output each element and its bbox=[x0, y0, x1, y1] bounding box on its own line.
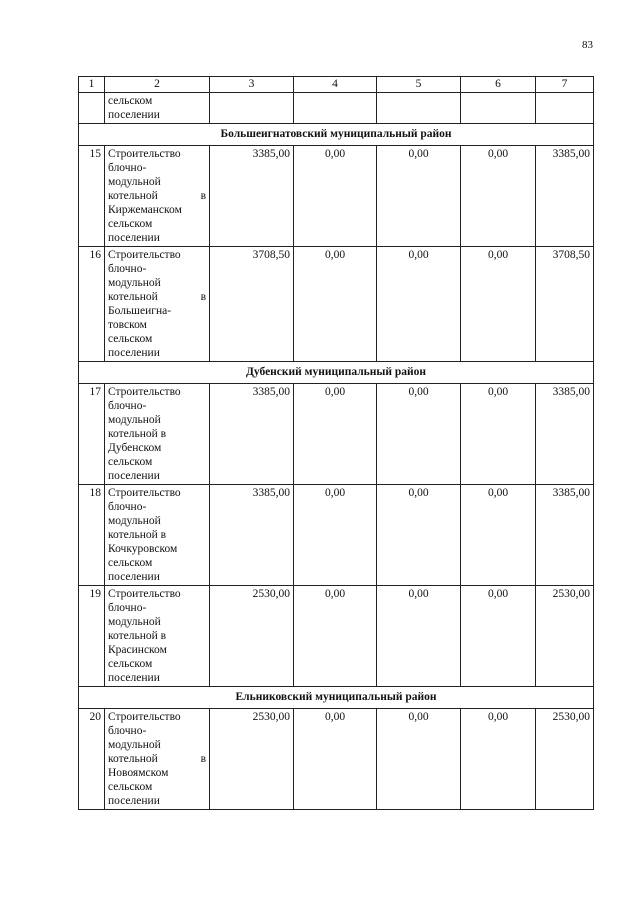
description-word: котельной bbox=[108, 190, 158, 202]
description-line: сельском bbox=[108, 218, 153, 230]
description-line: Дубенском bbox=[108, 442, 162, 454]
description-cell bbox=[105, 247, 210, 362]
description-line bbox=[108, 752, 206, 766]
column-header: 2 bbox=[105, 77, 210, 93]
column-header: 4 bbox=[294, 77, 377, 93]
value-cell-c3: 2530,00 bbox=[210, 709, 294, 810]
description-line: модульной bbox=[108, 277, 161, 289]
continuation-row bbox=[79, 93, 594, 124]
value-cell-c5: 0,00 bbox=[377, 247, 461, 362]
description-cell bbox=[105, 146, 210, 247]
column-header: 3 bbox=[210, 77, 294, 93]
description-line: модульной bbox=[108, 616, 161, 628]
row-number-cell: 20 bbox=[79, 709, 105, 810]
value-cell-c3: 2530,00 bbox=[210, 586, 294, 687]
description-word: котельной bbox=[108, 753, 158, 765]
description-line: сельском bbox=[108, 456, 153, 468]
district-row bbox=[79, 124, 594, 146]
description-line: товском bbox=[108, 319, 147, 331]
budget-table bbox=[78, 76, 594, 810]
row-number-cell: 16 bbox=[79, 247, 105, 362]
value-cell-c4: 0,00 bbox=[294, 485, 377, 586]
description-line: Строительство bbox=[108, 386, 181, 398]
description-line: сельском bbox=[108, 333, 153, 345]
value-cell-c4: 0,00 bbox=[294, 709, 377, 810]
value-cell-c5: 0,00 bbox=[377, 384, 461, 485]
value-cell-c6: 0,00 bbox=[461, 485, 536, 586]
description-line: поселении bbox=[108, 347, 160, 359]
value-cell-c7: 3385,00 bbox=[536, 146, 594, 247]
description-line: сельском bbox=[108, 781, 153, 793]
empty-cell bbox=[294, 93, 377, 124]
table-row bbox=[79, 384, 594, 485]
description-line: Строительство bbox=[108, 249, 181, 261]
column-header: 5 bbox=[377, 77, 461, 93]
empty-cell bbox=[536, 93, 594, 124]
table-body bbox=[79, 77, 594, 810]
empty-cell bbox=[210, 93, 294, 124]
value-cell-c4: 0,00 bbox=[294, 146, 377, 247]
empty-cell bbox=[377, 93, 461, 124]
description-line: Новоямском bbox=[108, 767, 169, 779]
value-cell-c7: 3708,50 bbox=[536, 247, 594, 362]
description-line bbox=[108, 290, 206, 304]
description-line: Строительство bbox=[108, 487, 181, 499]
description-word: в bbox=[200, 190, 206, 202]
description-line: блочно- bbox=[108, 400, 147, 412]
value-cell-c7: 2530,00 bbox=[536, 709, 594, 810]
description-line: котельной в bbox=[108, 428, 167, 440]
value-cell-c4: 0,00 bbox=[294, 586, 377, 687]
value-cell-c6: 0,00 bbox=[461, 146, 536, 247]
value-cell-c5: 0,00 bbox=[377, 586, 461, 687]
value-cell-c3: 3708,50 bbox=[210, 247, 294, 362]
column-header-row bbox=[79, 77, 594, 93]
column-header: 7 bbox=[536, 77, 594, 93]
value-cell-c3: 3385,00 bbox=[210, 384, 294, 485]
district-row bbox=[79, 687, 594, 709]
row-number-cell: 17 bbox=[79, 384, 105, 485]
column-header: 1 bbox=[79, 77, 105, 93]
description-cell bbox=[105, 93, 210, 124]
description-line: модульной bbox=[108, 739, 161, 751]
row-number-cell: 18 bbox=[79, 485, 105, 586]
value-cell-c6: 0,00 bbox=[461, 709, 536, 810]
description-line: поселении bbox=[108, 109, 160, 121]
description-line: модульной bbox=[108, 176, 161, 188]
description-word: котельной bbox=[108, 291, 158, 303]
description-word: в bbox=[200, 291, 206, 303]
description-line bbox=[108, 189, 206, 203]
description-line: Строительство bbox=[108, 148, 181, 160]
table-row bbox=[79, 485, 594, 586]
value-cell-c3: 3385,00 bbox=[210, 485, 294, 586]
empty-cell bbox=[79, 93, 105, 124]
description-line: блочно- bbox=[108, 725, 147, 737]
table-row bbox=[79, 146, 594, 247]
value-cell-c7: 3385,00 bbox=[536, 485, 594, 586]
value-cell-c5: 0,00 bbox=[377, 709, 461, 810]
description-line: Красинском bbox=[108, 644, 167, 656]
description-line: Кочкуровском bbox=[108, 543, 178, 555]
description-line: Строительство bbox=[108, 711, 181, 723]
description-word: в bbox=[200, 753, 206, 765]
district-row bbox=[79, 362, 594, 384]
description-line: сельском bbox=[108, 557, 153, 569]
empty-cell bbox=[461, 93, 536, 124]
description-line: блочно- bbox=[108, 501, 147, 513]
row-number-cell: 19 bbox=[79, 586, 105, 687]
value-cell-c5: 0,00 bbox=[377, 485, 461, 586]
value-cell-c7: 3385,00 bbox=[536, 384, 594, 485]
description-line: сельском bbox=[108, 658, 153, 670]
row-number-cell: 15 bbox=[79, 146, 105, 247]
column-header: 6 bbox=[461, 77, 536, 93]
description-line: поселении bbox=[108, 470, 160, 482]
description-cell bbox=[105, 586, 210, 687]
value-cell-c6: 0,00 bbox=[461, 384, 536, 485]
district-name: Ельниковский муниципальный район bbox=[79, 687, 594, 709]
description-line: поселении bbox=[108, 795, 160, 807]
description-line: блочно- bbox=[108, 263, 147, 275]
value-cell-c4: 0,00 bbox=[294, 247, 377, 362]
value-cell-c6: 0,00 bbox=[461, 247, 536, 362]
page-number: 83 bbox=[582, 39, 593, 51]
description-line: поселении bbox=[108, 232, 160, 244]
description-line: Большеигна- bbox=[108, 305, 172, 317]
description-line: котельной в bbox=[108, 630, 167, 642]
description-line: модульной bbox=[108, 515, 161, 527]
description-cell bbox=[105, 485, 210, 586]
value-cell-c7: 2530,00 bbox=[536, 586, 594, 687]
description-line: блочно- bbox=[108, 602, 147, 614]
description-cell bbox=[105, 384, 210, 485]
table-row bbox=[79, 709, 594, 810]
description-line: котельной в bbox=[108, 529, 167, 541]
district-name: Большеигнатовский муниципальный район bbox=[79, 124, 594, 146]
table-row bbox=[79, 586, 594, 687]
description-line: Строительство bbox=[108, 588, 181, 600]
table-row bbox=[79, 247, 594, 362]
value-cell-c4: 0,00 bbox=[294, 384, 377, 485]
description-line: блочно- bbox=[108, 162, 147, 174]
description-line: Киржеманском bbox=[108, 204, 182, 216]
value-cell-c6: 0,00 bbox=[461, 586, 536, 687]
value-cell-c3: 3385,00 bbox=[210, 146, 294, 247]
description-line: модульной bbox=[108, 414, 161, 426]
description-cell bbox=[105, 709, 210, 810]
district-name: Дубенский муниципальный район bbox=[79, 362, 594, 384]
description-line: поселении bbox=[108, 672, 160, 684]
description-line: поселении bbox=[108, 571, 160, 583]
description-line: сельском bbox=[108, 95, 153, 107]
value-cell-c5: 0,00 bbox=[377, 146, 461, 247]
